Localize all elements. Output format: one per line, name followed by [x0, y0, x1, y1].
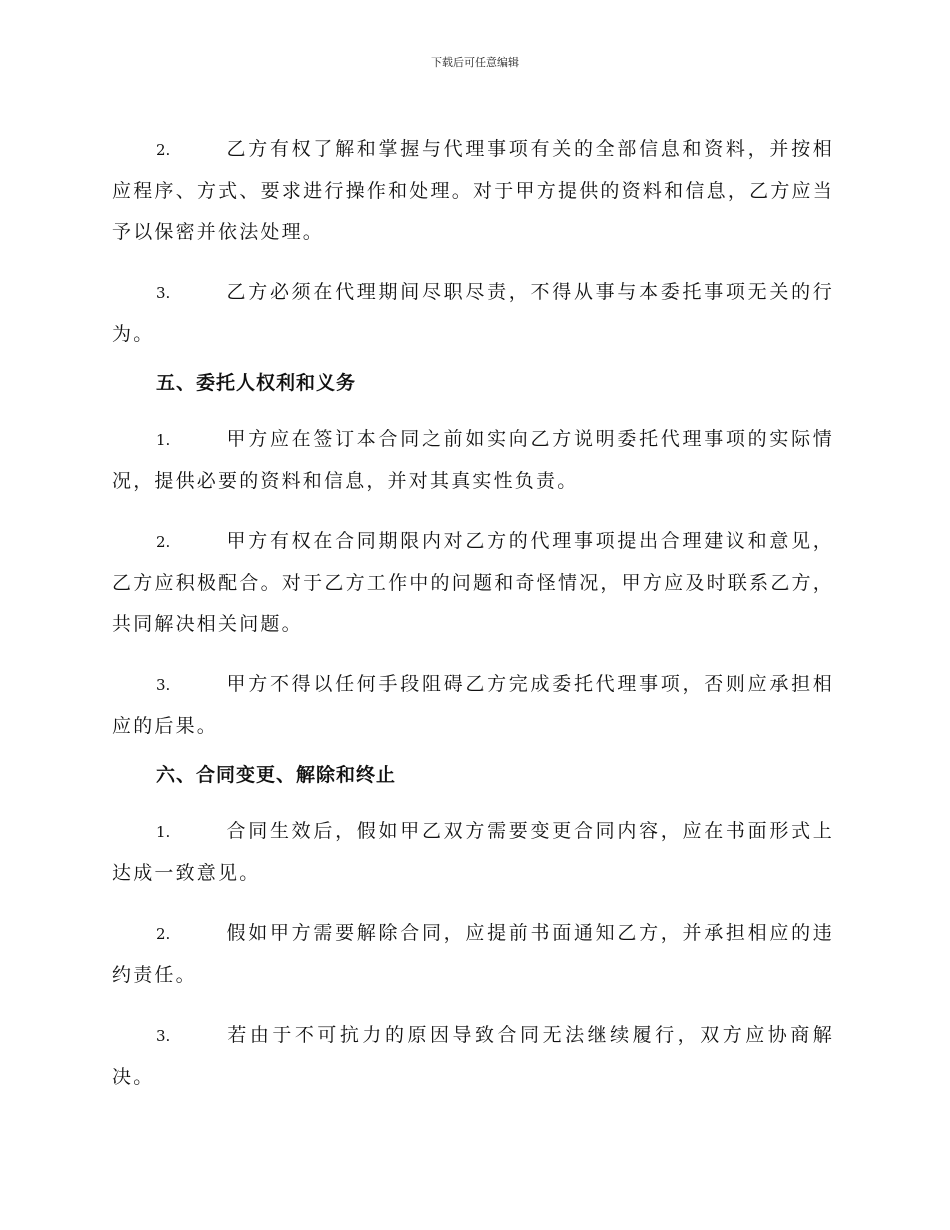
clause-number: 3.	[156, 284, 171, 302]
clause-number: 3.	[156, 1027, 171, 1045]
document-body	[112, 110, 834, 1109]
clause-text: 合同生效后，假如甲乙双方需要变更合同内容，应在书面形式上达成一致意见。	[112, 820, 834, 884]
clause-text: 假如甲方需要解除合同，应提前书面通知乙方，并承担相应的违约责任。	[112, 922, 834, 986]
page-header: 下载后可任意编辑	[431, 56, 519, 69]
section-agent-rights-continued	[112, 129, 834, 355]
clause	[112, 272, 834, 355]
clause-number: 1.	[156, 823, 171, 841]
section-heading: 五、委托人权利和义务	[156, 372, 357, 394]
clause	[112, 129, 834, 253]
clause-text: 乙方必须在代理期间尽职尽责，不得从事与本委托事项无关的行为。	[112, 281, 834, 345]
section-contract-changes	[112, 758, 834, 1098]
clause-text: 甲方应在签订本合同之前如实向乙方说明委托代理事项的实际情况，提供必要的资料和信息，并对其真实性负责。	[112, 428, 834, 492]
clause-text: 甲方有权在合同期限内对乙方的代理事项提出合理建议和意见，乙方应积极配合。对于乙方工作中的问题和奇怪情况，甲方应及时联系乙方，共同解决相关问题。	[112, 530, 834, 635]
clause-text: 甲方不得以任何手段阻碍乙方完成委托代理事项，否则应承担相应的后果。	[112, 673, 834, 737]
clause-number: 3.	[156, 676, 171, 694]
section-heading: 六、合同变更、解除和终止	[156, 764, 397, 786]
clause-number: 2.	[156, 533, 171, 551]
clause	[112, 419, 834, 502]
section-principal-rights	[112, 366, 834, 747]
clause	[112, 521, 834, 645]
clause-text: 若由于不可抗力的原因导致合同无法继续履行，双方应协商解决。	[112, 1024, 834, 1088]
clause	[112, 664, 834, 747]
clause	[112, 1015, 834, 1098]
clause-text: 乙方有权了解和掌握与代理事项有关的全部信息和资料，并按相应程序、方式、要求进行操作和处理。对于甲方提供的资料和信息，乙方应当予以保密并依法处理。	[112, 138, 834, 243]
clause-number: 2.	[156, 141, 171, 159]
clause-number: 2.	[156, 925, 171, 943]
clause	[112, 811, 834, 894]
clause	[112, 913, 834, 996]
clause-number: 1.	[156, 431, 171, 449]
